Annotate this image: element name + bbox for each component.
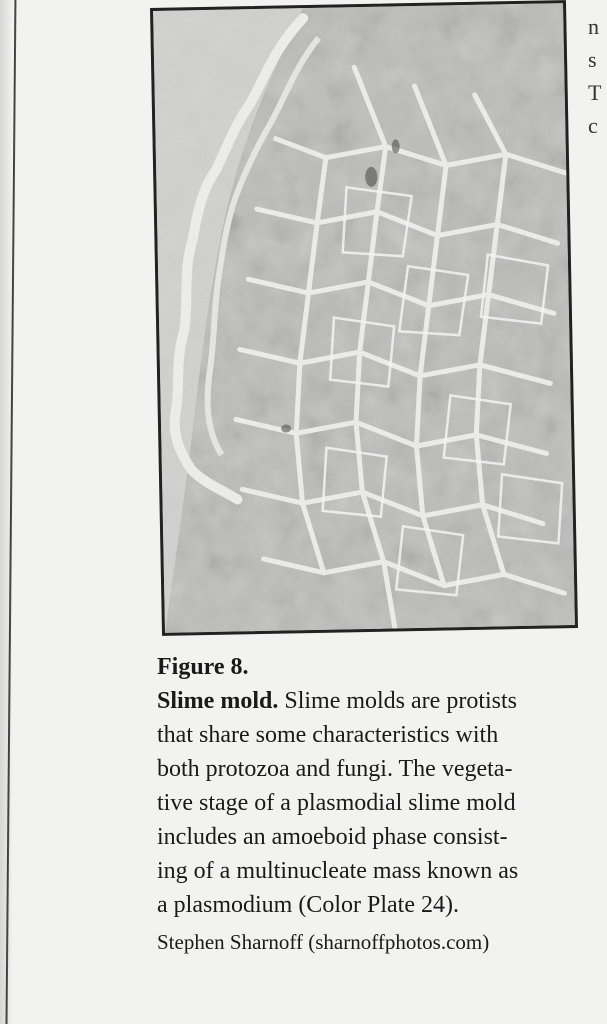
edge-letter: n xyxy=(588,14,599,39)
caption-line: a plasmodium (Color Plate 24). xyxy=(157,892,459,918)
caption-line: both protozoa and fungi. The vegeta- xyxy=(157,756,513,782)
caption-title: Slime mold. xyxy=(157,688,279,714)
caption-line xyxy=(157,684,597,718)
caption-line: that share some characteristics with xyxy=(157,722,499,748)
adjacent-column-fragment xyxy=(588,10,607,142)
caption-line: includes an amoeboid phase consist- xyxy=(157,824,508,850)
slime-mold-illustration xyxy=(153,3,575,633)
figure-caption xyxy=(157,650,597,958)
edge-letter: T xyxy=(588,80,602,105)
edge-letter: s xyxy=(588,47,597,72)
photo-credit: Stephen Sharnoff (sharnoffphotos.com) xyxy=(157,930,490,954)
figure-label: Figure 8. xyxy=(157,654,249,680)
caption-line: ing of a multinucleate mass known as xyxy=(157,858,519,884)
edge-letter: c xyxy=(588,113,598,138)
caption-line: tive stage of a plasmodial slime mold xyxy=(157,790,516,816)
slime-mold-photograph xyxy=(150,0,578,636)
caption-text: Slime molds are protists xyxy=(278,688,517,714)
